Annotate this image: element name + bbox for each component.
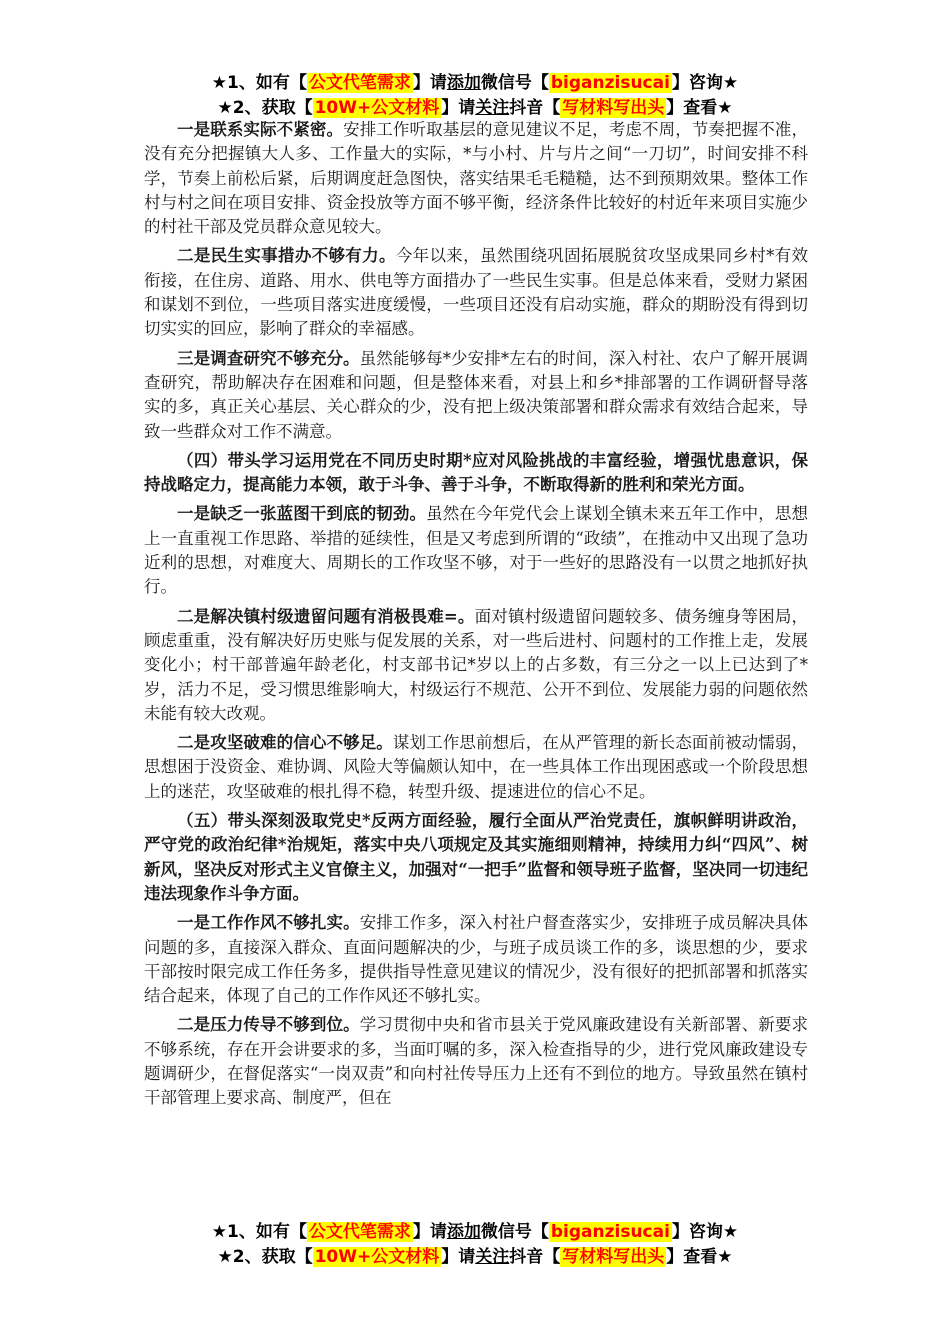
underlined-word: 添加 — [446, 1222, 481, 1242]
document-body — [144, 118, 808, 1111]
top-banner — [0, 71, 950, 121]
banner-text: 微信号【 — [480, 73, 549, 93]
paragraph-lead: 一是联系实际不紧密。 — [177, 120, 344, 139]
paragraph — [144, 347, 808, 444]
banner-line-1 — [0, 1220, 950, 1245]
paragraph — [144, 1013, 808, 1110]
paragraph — [144, 502, 808, 599]
paragraph-text: 谋划工作思前想后，在从严管理的新长态面前被动懦弱，思想困于没资金、难协调、风险大等偏颇认知中，在一些具体工作出现困惑或一个阶段思想上的迷茫，攻坚破难的根扎得不稳，转型升级、提速进位的信心不足。 — [144, 733, 809, 801]
paragraph-lead: 二是民生实事措办不够有力。 — [177, 246, 396, 266]
banner-text: 】请 — [441, 98, 476, 118]
highlight-tag: 10W+公文材料 — [314, 98, 440, 118]
banner-text: 】查看★ — [666, 98, 733, 118]
paragraph-lead: 二是解决镇村级遗留问题有消极畏难=。 — [177, 606, 475, 626]
paragraph-lead: 二是压力传导不够到位。 — [177, 1015, 360, 1035]
banner-text: 】咨询★ — [671, 1222, 739, 1242]
banner-text: 抖音【 — [509, 98, 561, 118]
banner-line-1 — [0, 71, 950, 96]
banner-text: 】请 — [412, 1222, 447, 1242]
paragraph-text: 安排工作听取基层的意见建议不足，考虑不周，节奏把握不准，没有充分把握镇大人多、工作量大的实际，*与小村、片与片之间“一刀切”，时间安排不科学，节奏上前松后紧，后期调度赶急图快，落实结果毛毛糙糙，达不到预期效果。整体工作村与村之间在项目安排、资金投放等方面不够平衡，经济条件比较好的村近年来项目实施少的村社干部及党员群众意见较大。 — [144, 120, 809, 237]
paragraph — [144, 605, 808, 726]
section-heading: （五）带头深刻汲取党史*反两方面经验，履行全面从严治党责任，旗帜鲜明讲政治，严守党的政治纪律*治规矩，落实中央八项规定及其实施细则精神，持续用力纠“四风”、树新风，坚决反对形式主义官僚主义，加强对“一把手”监督和领导班子监督，坚决同一切违纪违法现象作斗争方面。 — [144, 811, 808, 903]
banner-line-2 — [0, 1245, 950, 1270]
douyin-id-highlight: 写材料写出头 — [562, 1247, 665, 1267]
paragraph — [144, 731, 808, 804]
bottom-banner — [0, 1220, 950, 1270]
banner-text: 抖音【 — [509, 1247, 561, 1267]
underlined-word: 关注 — [475, 98, 510, 118]
banner-text: 】请 — [441, 1247, 476, 1267]
paragraph — [144, 911, 808, 1008]
banner-text: 微信号【 — [480, 1222, 549, 1242]
section-heading: （四）带头学习运用党在不同历史时期*应对风险挑战的丰富经验，增强忧患意识，保持战略定力，提高能力本领，敢于斗争、善于斗争，不断取得新的胜利和荣光方面。 — [144, 450, 808, 495]
paragraph-lead: 一是工作作风不够扎实。 — [177, 913, 360, 933]
highlight-tag: 10W+公文材料 — [314, 1247, 440, 1267]
wechat-id-highlight: biganzisucai — [550, 1222, 670, 1242]
banner-text: ★2、获取【 — [217, 98, 313, 118]
wechat-id-highlight: biganzisucai — [550, 73, 670, 93]
paragraph-text: 学习贯彻中央和省市县关于党风廉政建设有关新部署、新要求不够系统，存在开会讲要求的多，当面叮嘱的多，深入检查指导的少，进行党风廉政建设专题调研少，在督促落实“一岗双责”和向村社传导压力上还有不到位的地方。导致虽然在镇村干部管理上要求高、制度严，但在 — [144, 1015, 809, 1108]
highlight-tag: 公文代笔需求 — [308, 1222, 411, 1242]
underlined-word: 关注 — [475, 1247, 510, 1267]
douyin-id-highlight: 写材料写出头 — [562, 98, 665, 118]
paragraph — [144, 244, 808, 341]
paragraph-text: 虽然能够每*少安排*左右的时间，深入村社、农户了解开展调查研究，帮助解决存在困难和问题，但是整体来看，对县上和乡*排部署的工作调研督导落实的多，真正关心基层、关心群众的少，没有把上级决策部署和群众需求有效结合起来，导致一些群众对工作不满意。 — [144, 348, 809, 441]
banner-text: ★1、如有【 — [211, 73, 307, 93]
paragraph-text: 安排工作多，深入村社户督查落实少，安排班子成员解决具体问题的多，直接深入群众、直面问题解决的少，与班子成员谈工作的多，谈思想的少，要求干部按时限完成工作任务多，提供指导性意见建议的情况少，没有很好的把抓部署和抓落实结合起来，体现了自己的工作作风还不够扎实。 — [144, 913, 809, 1006]
banner-text: 】请 — [412, 73, 447, 93]
paragraph-text: 今年以来，虽然围绕巩固拓展脱贫攻坚成果同乡村*有效衔接，在住房、道路、用水、供电等方面措办了一些民生实事。但是总体来看，受财力紧困和谋划不到位，一些项目落实进度缓慢，一些项目还没有启动实施，群众的期盼没有得到切切实实的回应，影响了群众的幸福感。 — [144, 246, 809, 339]
paragraph-lead: 三是调查研究不够充分。 — [177, 348, 360, 368]
paragraph-text: 面对镇村级遗留问题较多、债务缠身等困局，顾虑重重，没有解决好历史账与促发展的关系，对一些后进村、问题村的工作推上走，发展变化小；村干部普遍年龄老化，村支部书记*岁以上的占多数，有三分之一以上已达到了*岁，活力不足，受习惯思维影响大，村级运行不规范、公开不到位、发展能力弱的问题依然未能有较大改观。 — [144, 606, 809, 723]
underlined-word: 添加 — [446, 73, 481, 93]
banner-text: ★1、如有【 — [211, 1222, 307, 1242]
banner-text: ★2、获取【 — [217, 1247, 313, 1267]
paragraph-lead: 二是攻坚破难的信心不够足。 — [177, 733, 393, 753]
paragraph — [144, 118, 808, 239]
banner-text: 】咨询★ — [671, 73, 739, 93]
highlight-tag: 公文代笔需求 — [308, 73, 411, 93]
banner-text: 】查看★ — [666, 1247, 733, 1267]
paragraph-lead: 一是缺乏一张蓝图干到底的韧劲。 — [177, 504, 427, 524]
paragraph-text: 虽然在今年党代会上谋划全镇未来五年工作中，思想上一直重视工作思路、举措的延续性，但是又考虑到所谓的“政绩”，在推动中又出现了急功近利的思想，对难度大、周期长的工作攻坚不够，对于一些好的思路没有一以贯之地抓好执行。 — [144, 504, 809, 597]
